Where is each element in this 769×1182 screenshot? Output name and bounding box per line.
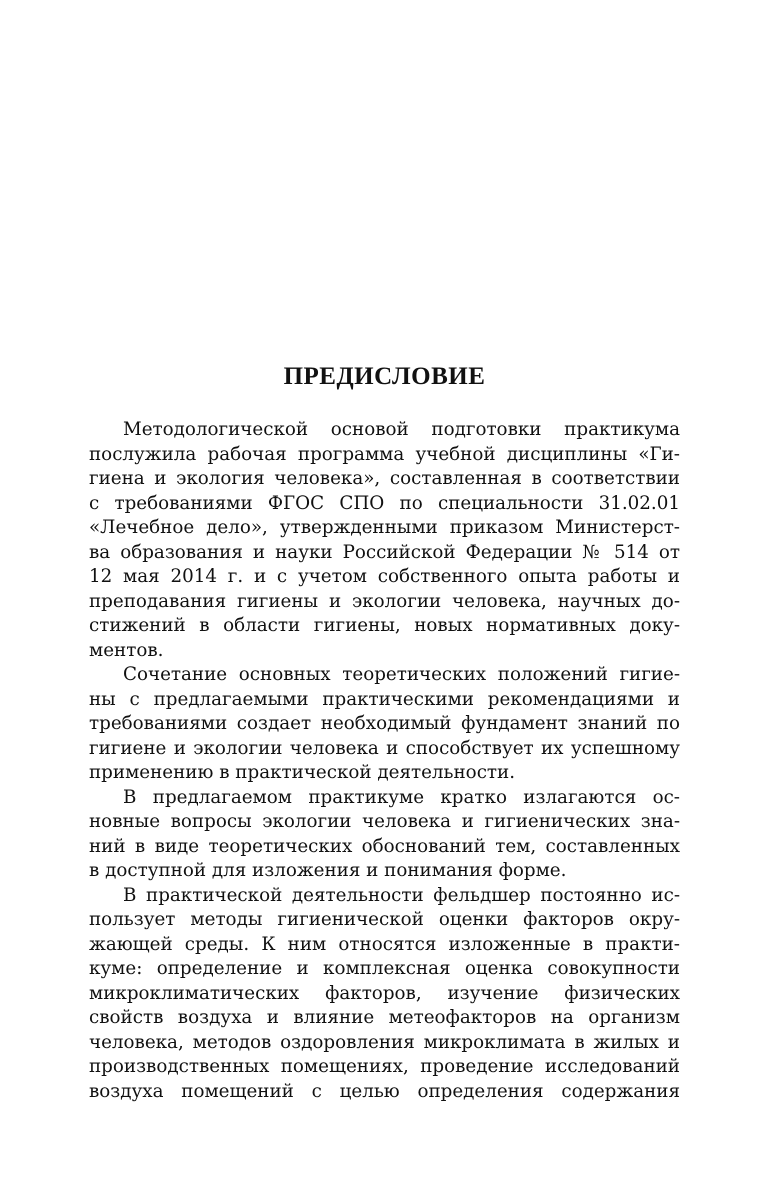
text-line: куме: определение и комплексная оценка совокупности [89,958,680,979]
text-line: гиена и экология человека», составленная в соответствии [89,468,680,489]
text-line: ны с предлагаемыми практическими рекомендациями и [89,688,680,710]
text-line: производственных помещениях, проведение исследований [89,1056,680,1077]
text-line: гигиене и экологии человека и способствует их успешному [89,737,680,759]
text-line: стижений в области гигиены, новых нормативных доку- [89,615,680,636]
text-line: В предлагаемом практикуме кратко излагаются ос- [123,786,680,808]
text-line: свойств воздуха и влияние метеофакторов на организм [89,1007,680,1028]
text-line: преподавания гигиены и экологии человека, научных до- [89,590,680,612]
text-line: ний в виде теоретических обоснований тем, составленных [89,835,680,857]
text-line: воздуха помещений с целью определения содержания [89,1080,680,1102]
text-line: жающей среды. К ним относятся изложенные в практи- [89,933,680,955]
text-line: требованиями создает необходимый фундамент знаний по [89,713,680,734]
text-line: В практической деятельности фельдшер постоянно ис- [123,884,680,906]
text-line: послужила рабочая программа учебной дисциплины «Ги- [89,443,680,465]
body-text [89,418,680,1104]
text-line: «Лечебное дело», утвержденными приказом Министерст- [89,517,680,538]
text-line: 12 мая 2014 г. и с учетом собственного опыта работы и [89,566,680,587]
page-title: ПРЕДИСЛОВИЕ [283,363,486,390]
text-line: применению в практической деятельности. [89,762,516,783]
text-line: Методологической основой подготовки практикума [123,419,680,440]
text-line: ментов. [89,639,164,661]
text-line: человека, методов оздоровления микроклимата в жилых и [89,1031,680,1053]
text-line: микроклиматических факторов, изучение физических [89,982,680,1004]
text-line: пользует методы гигиенической оценки факторов окру- [89,909,680,930]
text-line: новные вопросы экологии человека и гигиенических зна- [89,811,680,832]
text-line: с требованиями ФГОС СПО по специальности 31.02.01 [89,492,680,514]
text-line: ва образования и науки Российской Федерации № 514 от [89,541,680,563]
text-line: Сочетание основных теоретических положений гигие- [123,664,680,685]
text-line: в доступной для изложения и понимания форме. [89,860,567,881]
